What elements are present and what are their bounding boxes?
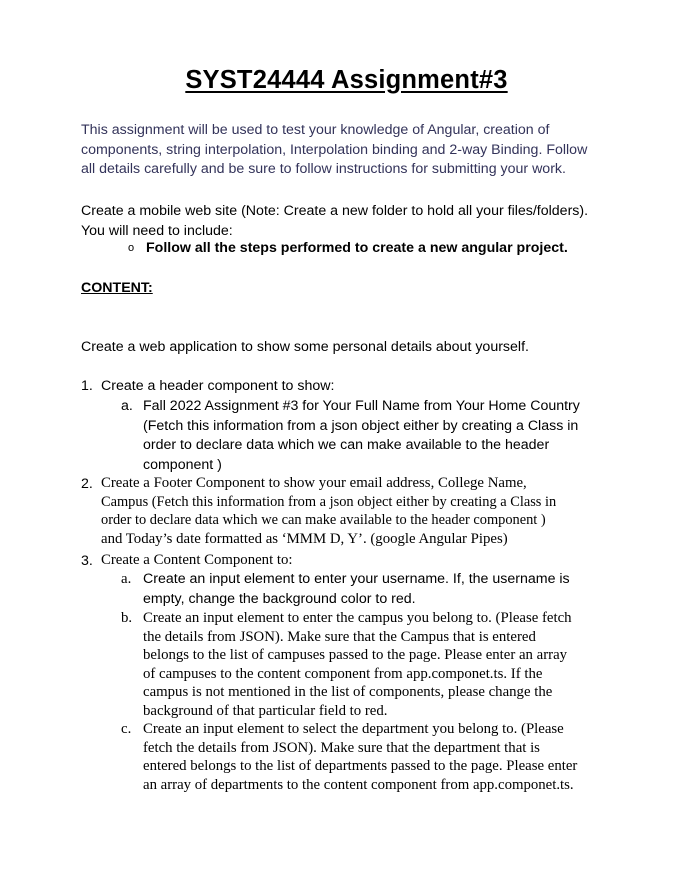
create-site-line: You will need to include: — [81, 222, 233, 239]
sub-letter: a. — [121, 571, 132, 587]
intro-paragraph — [81, 121, 631, 180]
sub-item-line: Create an input element to enter the campus you belong to. (Please fetch — [143, 610, 572, 626]
list-number: 3. — [81, 553, 93, 569]
webapp-paragraph: Create a web application to show some personal details about yourself. — [81, 339, 529, 355]
list-number: 2. — [81, 476, 93, 492]
sub-item-line: empty, change the background color to red. — [143, 590, 416, 607]
sub-item-line: an array of departments to the content component from app.componet.ts. — [143, 776, 574, 793]
page-title: SYST24444 Assignment#3 — [185, 66, 508, 94]
create-site-paragraph — [81, 202, 641, 241]
sub-item-line: the details from JSON). Make sure that the Campus that is entered — [143, 628, 536, 645]
sub-item-line: order to declare data which we can make available to the header — [143, 437, 550, 453]
sub-item-line: campus is not mentioned in the list of components, please change the — [143, 684, 553, 701]
sub-item-line: fetch the details from JSON). Make sure that the department that is — [143, 739, 540, 756]
sub-item-line: (Fetch this information from a json object either by creating a Class in — [143, 417, 579, 434]
list-item-line: order to declare data which we can make available to the header component ) — [101, 512, 546, 529]
bullet-text: Follow all the steps performed to create a new angular project. — [146, 240, 568, 256]
content-heading: CONTENT: — [81, 280, 153, 296]
create-site-line: Create a mobile web site (Note: Create a new folder to hold all your files/folders). — [81, 203, 589, 219]
sub-letter: c. — [121, 721, 132, 737]
sub-letter: a. — [121, 398, 133, 414]
sub-item-line: Fall 2022 Assignment #3 for Your Full Name from Your Home Country — [143, 398, 580, 414]
sub-item-line: entered belongs to the list of departments passed to the page. Please enter — [143, 758, 578, 775]
sub-letter: b. — [121, 610, 133, 626]
list-item-line: Campus (Fetch this information from a json object either by creating a Class in — [101, 493, 557, 510]
sub-item-line: of campuses to the content component from app.componet.ts. If the — [143, 665, 543, 682]
list-item-text: Create a header component to show: — [101, 378, 335, 394]
sub-item-line: component ) — [143, 456, 222, 473]
bullet-item — [128, 239, 666, 259]
sub-item-line: background of that particular field to red. — [143, 702, 388, 719]
intro-line: components, string interpolation, Interpolation binding and 2-way Binding. Follow — [81, 141, 588, 158]
sub-item-line: belongs to the list of campuses passed to the page. Please enter an array — [143, 647, 568, 664]
bullet-circle-icon: o — [128, 242, 135, 254]
list-item-line: and Today’s date formatted as ‘MMM D, Y’. (google Angular Pipes) — [101, 530, 508, 547]
sub-item-line: Create an input element to enter your username. If, the username is — [143, 571, 570, 587]
list-item-line: Create a Footer Component to show your email address, College Name, — [101, 475, 527, 491]
sub-item-line: Create an input element to select the department you belong to. (Please — [143, 721, 564, 737]
intro-line: This assignment will be used to test your knowledge of Angular, creation of — [81, 122, 550, 138]
list-number: 1. — [81, 378, 93, 394]
list-item-3-text: Create a Content Component to: — [101, 552, 293, 568]
intro-line: all details carefully and be sure to follow instructions for submitting your work. — [81, 161, 566, 177]
list-item-2-text — [101, 474, 661, 548]
